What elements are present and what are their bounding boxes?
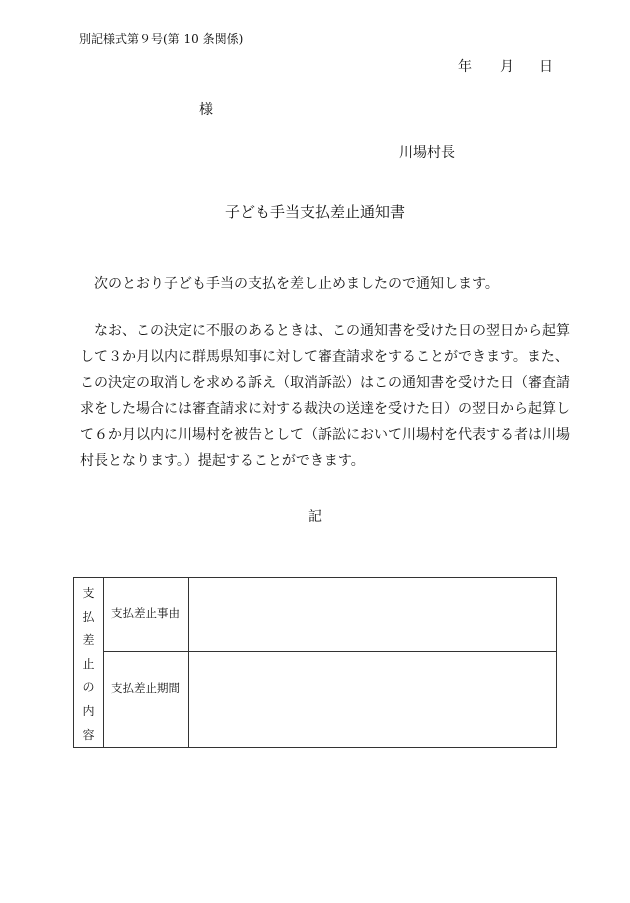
date-year-label: 年 <box>458 59 472 75</box>
body-paragraph-2-line: して３か月以内に群馬県知事に対して審査請求をすることができます。また、 <box>80 349 569 365</box>
suspension-reason-value <box>189 578 557 652</box>
table-row <box>74 578 557 652</box>
suspension-reason-label-cell <box>104 578 189 652</box>
vertical-label-char: 払 <box>82 609 95 624</box>
suspension-period-label-cell <box>104 652 189 748</box>
vertical-label-char: 止 <box>82 656 95 671</box>
vertical-label-char: 差 <box>82 633 95 648</box>
document-title-text: 子ども手当支払差止通知書 <box>224 203 405 221</box>
body-paragraph-2-line: 求をした場合には審査請求に対する裁決の送達を受けた日）の翌日から起算し <box>80 401 570 417</box>
document-title <box>0 202 630 222</box>
detail-table <box>73 577 557 748</box>
form-number: 別記様式第９号(第 10 条関係) <box>79 32 244 46</box>
vertical-label <box>74 578 103 747</box>
vertical-label-char: 容 <box>82 727 95 742</box>
table-row <box>74 652 557 748</box>
suspension-period-value <box>189 652 557 748</box>
vertical-label-char: 支 <box>82 586 95 600</box>
date-day-label: 日 <box>539 59 553 75</box>
addressee-suffix: 様 <box>199 102 213 118</box>
vertical-label-char: 内 <box>82 703 95 718</box>
suspension-reason-label: 支払差止事由 <box>111 606 180 620</box>
suspension-period-label: 支払差止期間 <box>111 681 180 696</box>
body-paragraph-1: 次のとおり子ども手当の支払を差し止めましたので通知します。 <box>94 276 499 292</box>
body-paragraph-2-line: この決定の取消しを求める訴え（取消訴訟）はこの通知書を受けた日（審査請 <box>80 375 570 391</box>
date-month-label: 月 <box>500 59 514 75</box>
issuer-name: 川場村長 <box>399 145 455 161</box>
vertical-label-cell <box>74 578 104 748</box>
note-heading: 記 <box>308 509 322 525</box>
vertical-label-char: の <box>82 680 95 695</box>
body-paragraph-2 <box>80 318 570 474</box>
body-paragraph-2-line: なお、この決定に不服のあるときは、この通知書を受けた日の翌日から起算 <box>94 323 570 339</box>
body-paragraph-2-line: 村長となります。）提起することができます。 <box>80 453 365 469</box>
body-paragraph-2-line: て６か月以内に川場村を被告として（訴訟において川場村を代表する者は川場 <box>80 427 570 443</box>
